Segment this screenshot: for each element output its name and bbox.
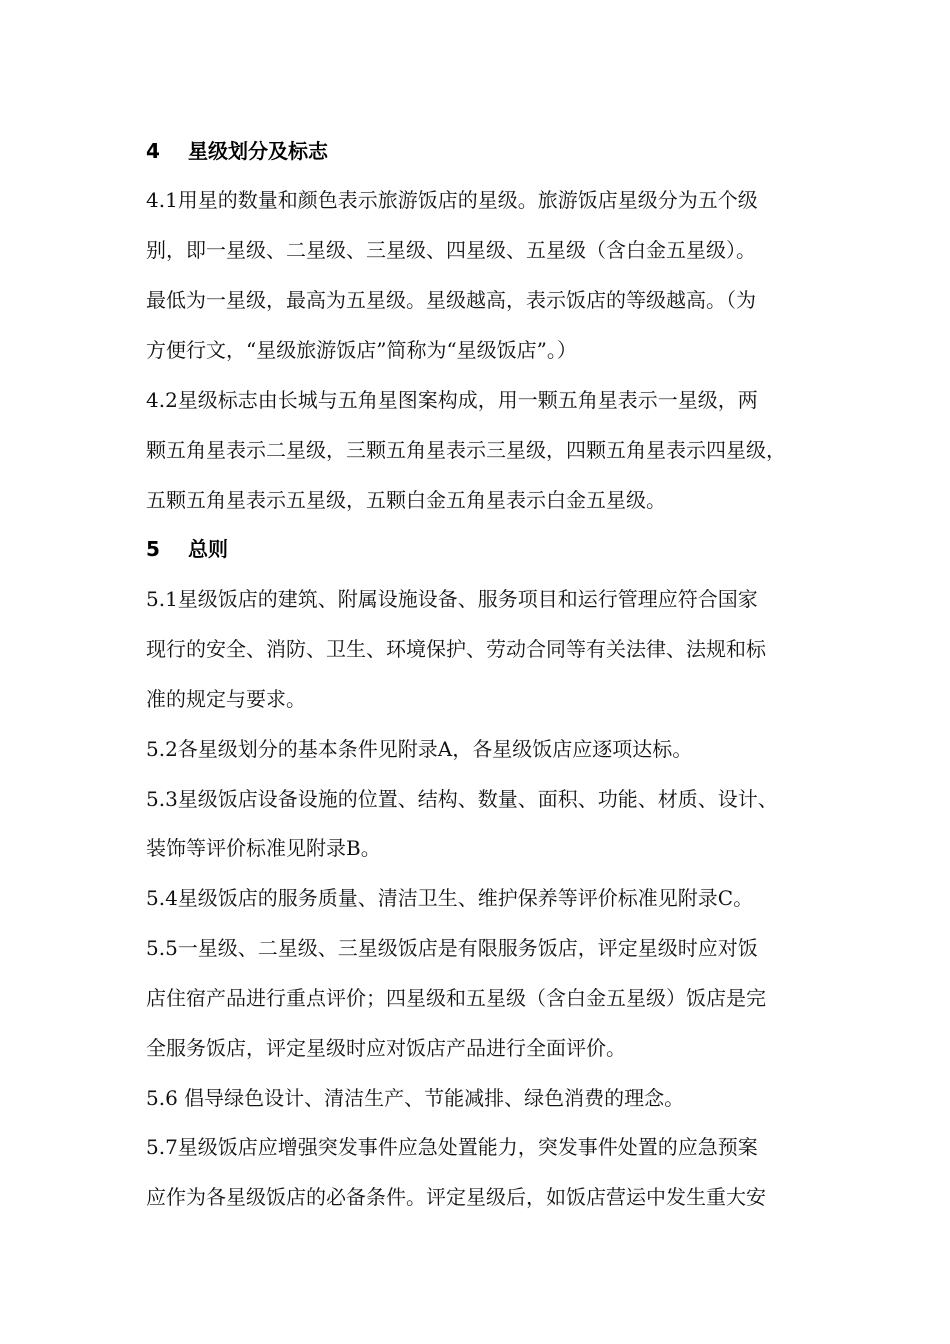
section-heading-5 — [146, 537, 228, 561]
paragraph-line: 准的规定与要求。 — [146, 687, 306, 711]
paragraph-line: 4.2星级标志由长城与五角星图案构成，用一颗五角星表示一星级，两 — [146, 388, 758, 412]
section-number: 5 — [146, 537, 160, 561]
paragraph-line: 5.2各星级划分的基本条件见附录A，各星级饭店应逐项达标。 — [146, 737, 693, 761]
paragraph-line: 全服务饭店，评定星级时应对饭店产品进行全面评价。 — [146, 1036, 626, 1060]
paragraph-line: 5.6 倡导绿色设计、清洁生产、节能减排、绿色消费的理念。 — [146, 1086, 685, 1110]
section-title: 星级划分及标志 — [188, 139, 328, 163]
section-heading-4 — [146, 139, 328, 163]
paragraph-line: 别，即一星级、二星级、三星级、四星级、五星级（含白金五星级）。 — [146, 238, 756, 262]
paragraph-line: 5.1星级饭店的建筑、附属设施设备、服务项目和运行管理应符合国家 — [146, 587, 758, 611]
paragraph-line: 5.7星级饭店应增强突发事件应急处置能力，突发事件处置的应急预案 — [146, 1135, 758, 1159]
paragraph-line: 颗五角星表示二星级，三颗五角星表示三星级，四颗五角星表示四星级， — [146, 438, 786, 462]
paragraph-line: 现行的安全、消防、卫生、环境保护、劳动合同等有关法律、法规和标 — [146, 637, 766, 661]
paragraph-line: 最低为一星级，最高为五星级。星级越高，表示饭店的等级越高。（为 — [146, 288, 756, 312]
paragraph-line: 4.1用星的数量和颜色表示旅游饭店的星级。旅游饭店星级分为五个级 — [146, 188, 758, 212]
paragraph-line: 店住宿产品进行重点评价；四星级和五星级（含白金五星级）饭店是完 — [146, 986, 766, 1010]
paragraph-line: 五颗五角星表示五星级，五颗白金五角星表示白金五星级。 — [146, 488, 666, 512]
paragraph-line: 5.5一星级、二星级、三星级饭店是有限服务饭店，评定星级时应对饭 — [146, 936, 758, 960]
paragraph-line: 应作为各星级饭店的必备条件。评定星级后，如饭店营运中发生重大安 — [146, 1185, 766, 1209]
section-title: 总则 — [188, 537, 228, 561]
section-number: 4 — [146, 139, 160, 163]
paragraph-line: 5.4星级饭店的服务质量、清洁卫生、维护保养等评价标准见附录C。 — [146, 886, 754, 910]
paragraph-line: 5.3星级饭店设备设施的位置、结构、数量、面积、功能、材质、设计、 — [146, 787, 778, 811]
paragraph-line: 装饰等评价标准见附录B。 — [146, 836, 381, 860]
paragraph-line: 方便行文，“星级旅游饭店”简称为“星级饭店”。） — [146, 338, 577, 362]
